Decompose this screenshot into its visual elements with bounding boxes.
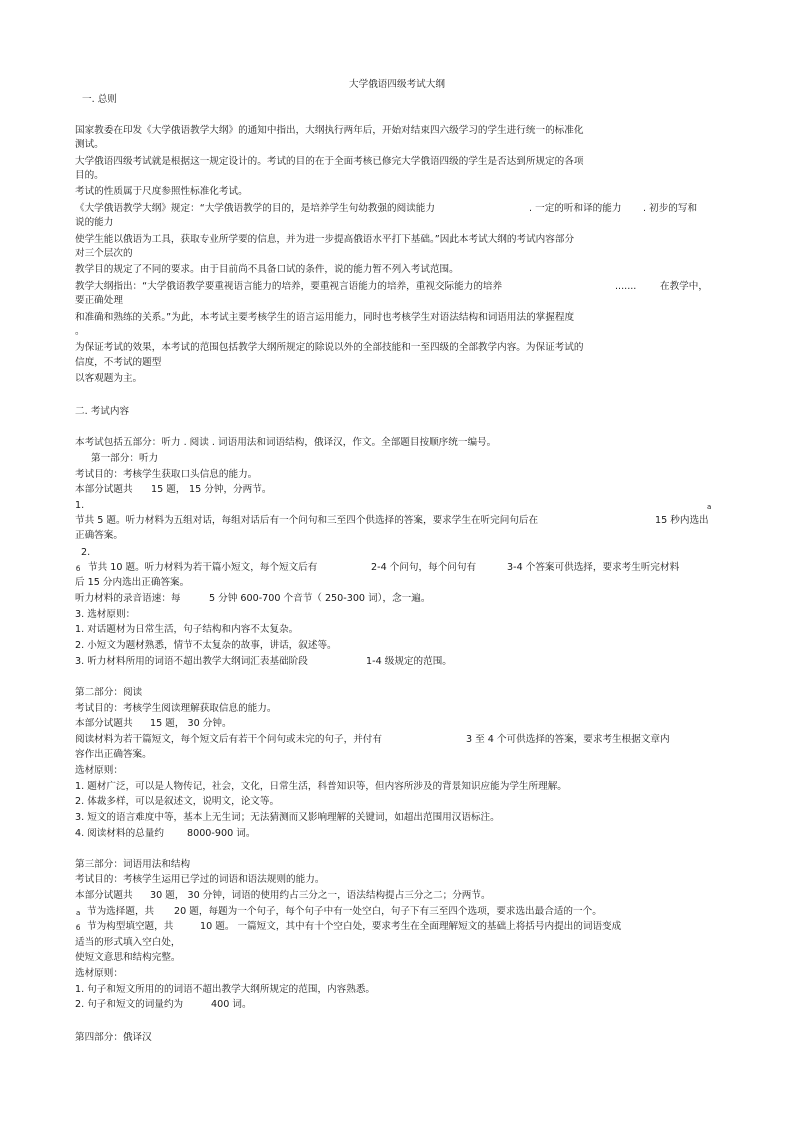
text-segment: 《大学俄语教学大纲》规定：“大学俄语教学的目的，是培养学生句幼教强的阅读能力 xyxy=(75,203,435,214)
list-number: 1. xyxy=(75,500,85,511)
list-item: 2. 体裁多样，可以是叙述文，说明文，论文等。 xyxy=(75,796,280,807)
text-segment: 10 题。 一篇短文，其中有十个空白处，要求考生在全面理解短文的基础上将括号内提出的词语变成 xyxy=(200,921,622,932)
part-1-heading: 第一部分：听力 xyxy=(91,453,159,464)
list-number: 2. xyxy=(81,547,91,558)
text-segment: . 初步的写和 xyxy=(643,203,698,214)
text-segment: 阅读材料为若干篇短文，每个短文后有若干个问句或未完的句子，并付有 xyxy=(75,734,382,745)
text-segment: . 一定的听和译的能力 xyxy=(529,203,622,214)
section-marker: б xyxy=(76,565,81,573)
paragraph-line: 容作出正确答案。 xyxy=(75,749,152,760)
text-segment: 本部分试题共 xyxy=(75,484,133,495)
list-item: 2. 小短文为题材熟悉，情节不太复杂的故事，讲话，叙述等。 xyxy=(75,640,337,651)
paragraph-line: 选材原则： xyxy=(75,968,123,979)
paragraph-line: 目的。 xyxy=(75,170,104,181)
paragraph-line: 使短文意思和结构完整。 xyxy=(75,952,181,963)
section-marker: a xyxy=(707,503,712,511)
text-segment: 3 至 4 个可供选择的答案，要求考生根据文章内 xyxy=(466,734,670,745)
text-segment: 听力材料的录音语速：每 xyxy=(75,593,181,604)
paragraph-line: 后 15 分内选出正确答案。 xyxy=(75,577,190,588)
section-2-heading: 二. 考试内容 xyxy=(75,406,130,417)
paragraph-line: 大学俄语四级考试就是根据这一规定设计的。考试的目的在于全面考核已修完大学俄语四级的学生是否达到所规定的各项 xyxy=(75,156,584,167)
paragraph-line: 国家教委在印发《大学俄语教学大纲》的通知中指出，大纲执行两年后，开始对结束四六级学习的学生进行统一的标准化 xyxy=(75,125,584,136)
paragraph-line: 要正确处理 xyxy=(75,295,123,306)
text-segment: 15 分钟，分两节。 xyxy=(189,484,272,495)
paragraph-line: 本考试包括五部分：听力 . 阅读 . 词语用法和词语结构，俄译汉，作文。全部题目按顺序统一编号。 xyxy=(75,437,497,448)
paragraph-line: 教学目的规定了不同的要求。由于目前尚不具备口试的条件，说的能力暂不列入考试范围。 xyxy=(75,264,459,275)
part-4-heading: 第四部分：俄译汉 xyxy=(75,1032,152,1043)
paragraph-line: 使学生能以俄语为工具，获取专业所学要的信息，并为进一步提高俄语水平打下基础。”因此本考试大纲的考试内容部分 xyxy=(75,234,575,245)
text-segment: 2-4 个问句，每个问句有 xyxy=(371,562,477,573)
section-1-heading: 一. 总则 xyxy=(82,94,117,105)
paragraph-line: 考试的性质属于尺度参照性标准化考试。 xyxy=(75,186,248,197)
text-segment: ....... xyxy=(615,281,637,292)
section-marker: a xyxy=(76,909,81,917)
paragraph-line: 适当的形式填入空白处， xyxy=(75,937,181,948)
document-title: 大学俄语四级考试大纲 xyxy=(349,79,445,90)
text-segment: 2. 句子和短文的词量约为 xyxy=(75,999,184,1010)
paragraph-line: 考试目的：考核学生阅读理解获取信息的能力。 xyxy=(75,703,277,714)
section-marker: б xyxy=(76,924,81,932)
text-segment: 在教学中， xyxy=(660,281,708,292)
paragraph-line: 以客观题为主。 xyxy=(75,373,143,384)
paragraph-line: 测试。 xyxy=(75,139,104,150)
paragraph-line: 。 xyxy=(75,326,85,337)
text-segment: 20 题，每题为一个句子，每个句子中有一处空白，句子下有三至四个选项，要求选出最合适的一个。 xyxy=(174,906,602,917)
text-segment: 15 题， xyxy=(151,484,186,495)
paragraph-line: 考试目的：考核学生获取口头信息的能力。 xyxy=(75,469,258,480)
text-segment: 15 秒内选出 xyxy=(655,515,709,526)
text-segment: 4. 阅读材料的总量约 xyxy=(75,828,164,839)
text-segment: 节为构型填空题，共 xyxy=(87,921,174,932)
text-segment: 教学大纲指出：“大学俄语教学要重视语言能力的培养，要重视言语能力的培养，重视交际能力的培养 xyxy=(75,281,503,292)
paragraph-line: 为保证考试的效果，本考试的范围包括教学大纲所规定的除说以外的全部技能和一至四级的全部教学内容。为保证考试的 xyxy=(75,342,584,353)
part-3-heading: 第三部分：词语用法和结构 xyxy=(75,859,191,870)
paragraph-line: 3. 选材原则： xyxy=(75,609,136,620)
text-segment: 8000-900 词。 xyxy=(187,828,256,839)
paragraph-line: 信度，不考试的题型 xyxy=(75,357,162,368)
text-segment: 15 题， 30 分钟。 xyxy=(150,718,232,729)
paragraph-line: 正确答案。 xyxy=(75,530,123,541)
list-item: 1. 题材广泛，可以是人物传记，社会，文化，日常生活，科普知识等，但内容所涉及的背景知识应能为学生所理解。 xyxy=(75,781,567,792)
text-segment: 1-4 级规定的范围。 xyxy=(366,656,452,667)
text-segment: 3. 听力材料所用的词语不超出教学大纲词汇表基础阶段 xyxy=(75,656,308,667)
list-item: 1. 对话题材为日常生活，句子结构和内容不太复杂。 xyxy=(75,624,299,635)
paragraph-line: 说的能力 xyxy=(75,217,114,228)
text-segment: 本部分试题共 xyxy=(75,718,133,729)
part-2-heading: 第二部分：阅读 xyxy=(75,687,143,698)
paragraph-line: 和准确和熟练的关系。”为此，本考试主要考核学生的语言运用能力，同时也考核学生对语法结构和词语用法的掌握程度 xyxy=(75,312,575,323)
list-item: 3. 短文的语言难度中等，基本上无生词；无法猜测而又影响理解的关键词，如超出范围用汉语标注。 xyxy=(75,812,500,823)
text-segment: 本部分试题共 xyxy=(75,890,133,901)
text-segment: 400 词。 xyxy=(211,999,252,1010)
paragraph-line: 选材原则： xyxy=(75,765,123,776)
text-segment: 节共 5 题。听力材料为五组对话，每组对话后有一个问句和三至四个供选择的答案，要求学生在听完问句后在 xyxy=(75,515,539,526)
text-segment: 节为选择题，共 xyxy=(87,906,155,917)
text-segment: 30 题， 30 分钟，词语的使用约占三分之一，语法结构提占三分之二；分两节。 xyxy=(150,890,491,901)
list-item: 1. 句子和短文所用的的词语不超出教学大纲所规定的范围，内容熟悉。 xyxy=(75,984,376,995)
paragraph-line: 对三个层次的 xyxy=(75,248,133,259)
text-segment: 节共 10 题。听力材料为若干篇小短文，每个短文后有 xyxy=(88,562,318,573)
text-segment: 5 分钟 600-700 个音节（ 250-300 词），念一遍。 xyxy=(209,593,431,604)
text-segment: 3-4 个答案可供选择，要求考生听完材料 xyxy=(507,562,680,573)
paragraph-line: 考试目的：考核学生运用已学过的词语和语法规则的能力。 xyxy=(75,874,325,885)
